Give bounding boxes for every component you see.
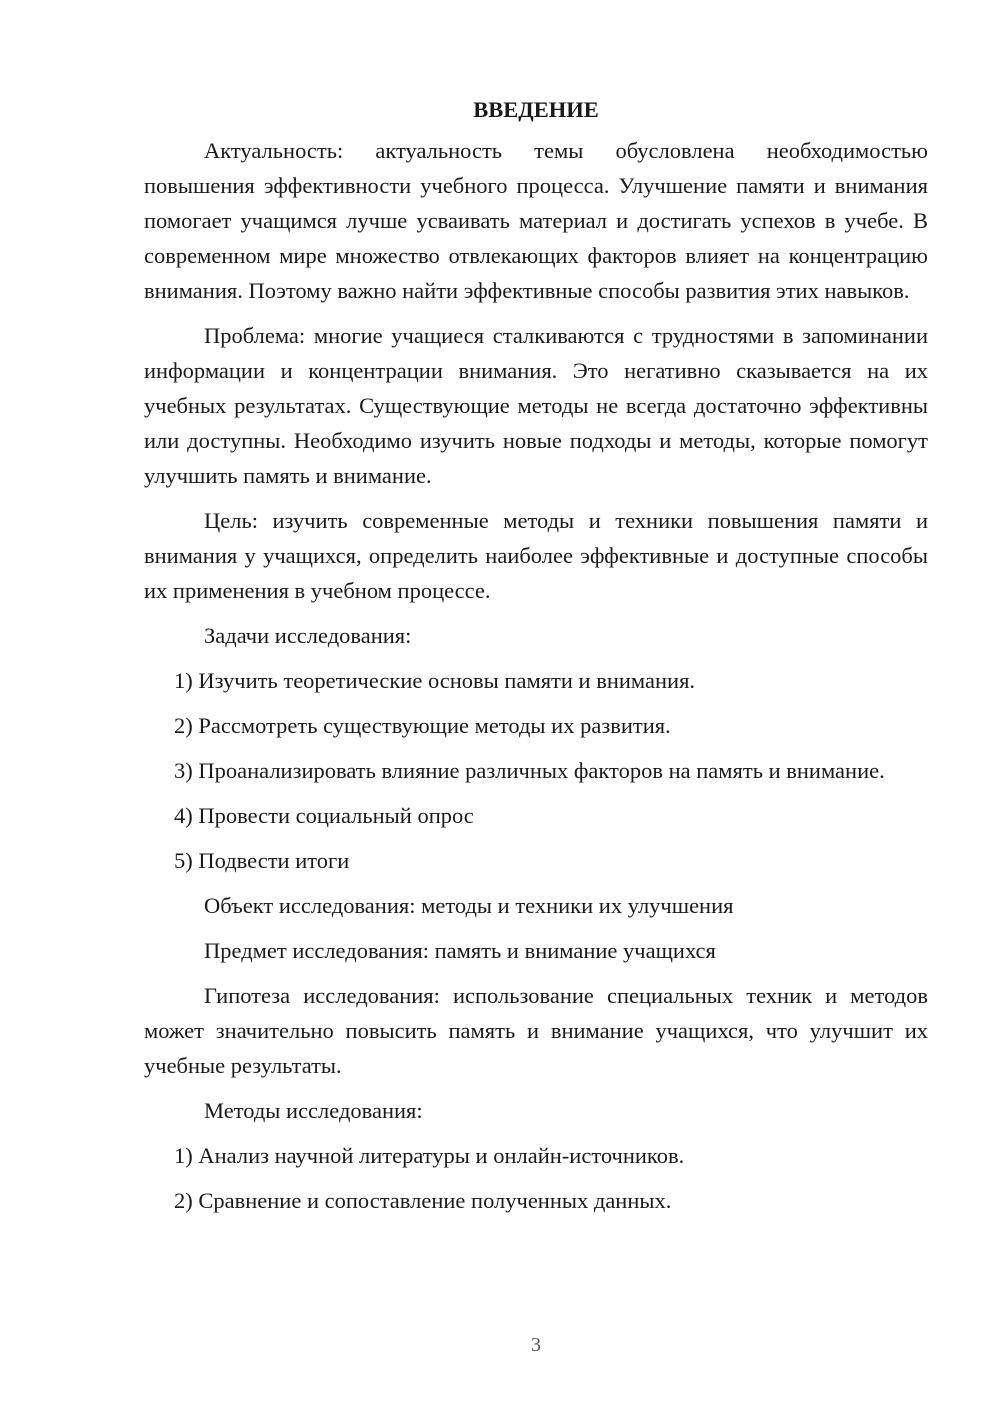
task-item-4: 4) Провести социальный опрос xyxy=(174,803,474,828)
task-item-3: 3) Проанализировать влияние различных факторов на память и внимание. xyxy=(174,758,885,783)
page-content xyxy=(144,92,928,1228)
problem-paragraph: Проблема: многие учащиеся сталкиваются с трудностями в запоминании информации и концентрации внимания. Это негативно сказывается на их учебных результатах. Существующие методы не всегда достаточно эффективны или доступны. Необходимо изучить новые подходы и методы, которые помогут улучшить память и внимание. xyxy=(144,323,928,488)
goal-paragraph: Цель: изучить современные методы и техники повышения памяти и внимания у учащихся, определить наиболее эффективные и доступные способы их применения в учебном процессе. xyxy=(144,508,928,603)
relevance-paragraph: Актуальность: актуальность темы обусловлена необходимостью повышения эффективности учебного процесса. Улучшение памяти и внимания помогает учащимся лучше усваивать материал и достигать успехов в учебе. В современном мире множество отвлекающих факторов влияет на концентрацию внимания. Поэтому важно найти эффективные способы развития этих навыков. xyxy=(144,138,928,303)
method-item-1: 1) Анализ научной литературы и онлайн-источников. xyxy=(174,1143,685,1168)
page-title: ВВЕДЕНИЕ xyxy=(473,97,599,122)
methods-heading: Методы исследования: xyxy=(204,1098,423,1123)
research-object: Объект исследования: методы и техники их улучшения xyxy=(204,893,734,918)
research-subject: Предмет исследования: память и внимание учащихся xyxy=(204,938,716,963)
research-hypothesis: Гипотеза исследования: использование специальных техник и методов может значительно повысить память и внимание учащихся, что улучшит их учебные результаты. xyxy=(144,983,928,1078)
task-item-1: 1) Изучить теоретические основы памяти и внимания. xyxy=(174,668,696,693)
page-number: 3 xyxy=(531,1334,541,1356)
task-item-2: 2) Рассмотреть существующие методы их развития. xyxy=(174,713,671,738)
tasks-heading: Задачи исследования: xyxy=(204,623,412,648)
method-item-2: 2) Сравнение и сопоставление полученных данных. xyxy=(174,1188,672,1213)
task-item-5: 5) Подвести итоги xyxy=(174,848,350,873)
